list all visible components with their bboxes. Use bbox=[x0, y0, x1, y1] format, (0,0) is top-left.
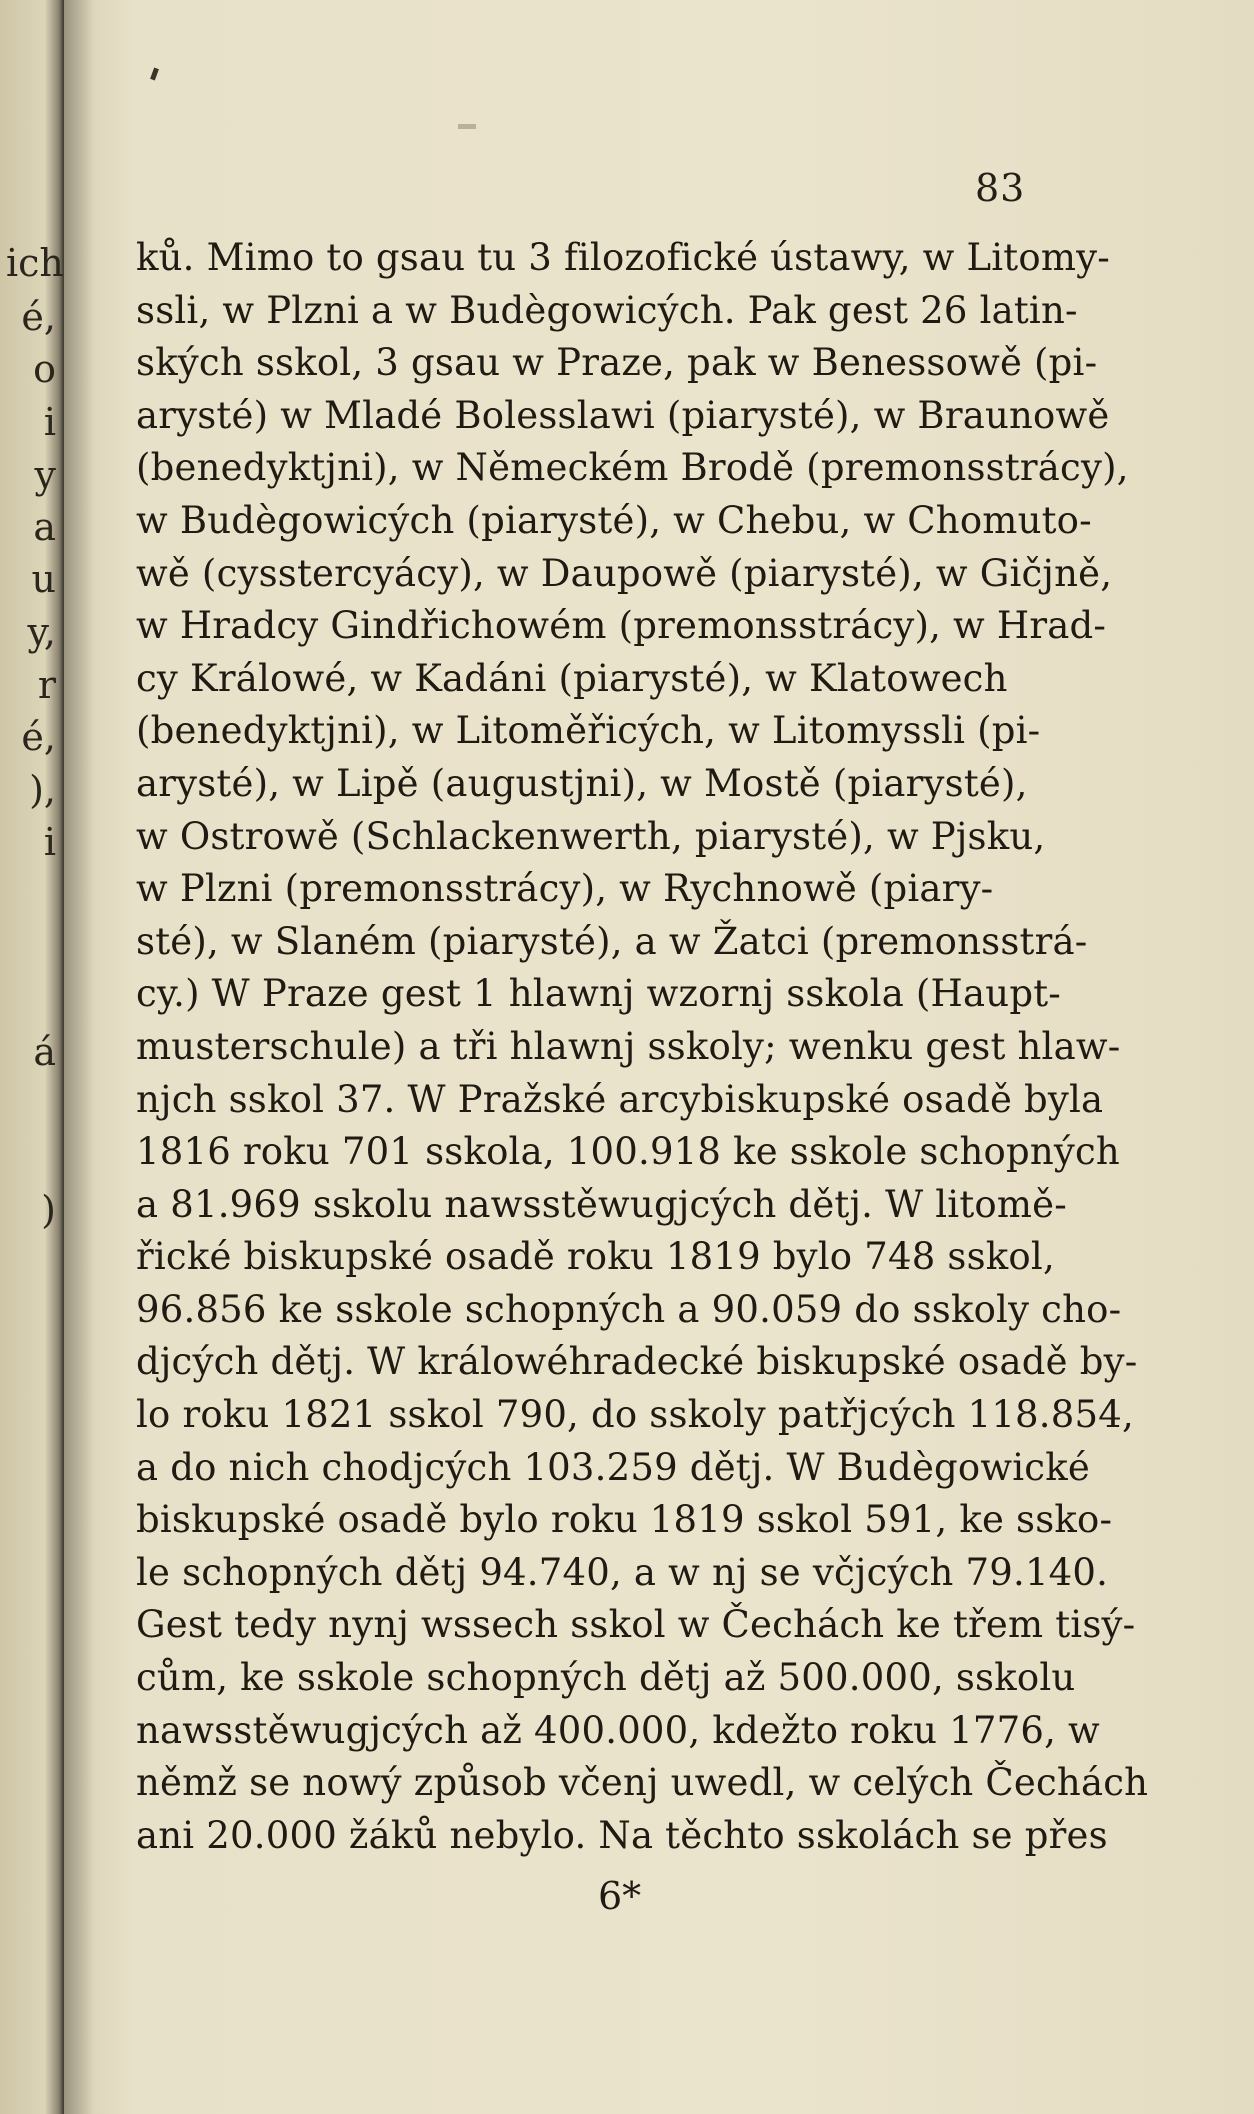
text-line: cy Králowé, w Kadáni (piarysté), w Klatowech bbox=[136, 656, 1008, 700]
text-line: biskupské osadě bylo roku 1819 sskol 591, ke ssko- bbox=[136, 1498, 1113, 1542]
text-line: lo roku 1821 sskol 790, do sskoly patřjcých 118.854, bbox=[136, 1393, 1134, 1437]
text-line: ssli, w Plzni a w Budègowicých. Pak gest 26 latin- bbox=[136, 288, 1078, 332]
text-line: wě (cysstercyácy), w Daupowě (piarysté), w Gičjně, bbox=[136, 551, 1113, 595]
printer-signature-mark: 6* bbox=[598, 1874, 642, 1918]
text-line: a 81.969 sskolu nawsstěwugjcých dětj. W litomě- bbox=[136, 1182, 1067, 1226]
text-line: le schopných dětj 94.740, a w nj se včjcých 79.140. bbox=[136, 1550, 1109, 1594]
margin-fragment: é, bbox=[21, 715, 56, 759]
text-line: ků. Mimo to gsau tu 3 filozofické ústawy, w Litomy- bbox=[136, 236, 1110, 279]
margin-fragment: á bbox=[33, 1030, 56, 1074]
margin-fragment: i bbox=[43, 400, 56, 444]
text-line: arysté), w Lipě (augustjni), w Mostě (piarysté), bbox=[136, 761, 1028, 805]
text-line: arysté) w Mladé Bolesslawi (piarysté), w Braunowě bbox=[136, 393, 1110, 437]
text-line: w Hradcy Gindřichowém (premonsstrácy), w Hrad- bbox=[136, 604, 1107, 648]
text-line: w Ostrowě (Schlackenwerth, piarysté), w Pjsku, bbox=[136, 814, 1046, 858]
text-line: djcých dětj. W králowéhradecké biskupské osadě by- bbox=[136, 1340, 1138, 1384]
ink-speck bbox=[458, 124, 476, 129]
text-line: řické biskupské osadě roku 1819 bylo 748 sskol, bbox=[136, 1235, 1055, 1279]
text-line: 1816 roku 701 sskola, 100.918 ke sskole schopných bbox=[136, 1130, 1120, 1174]
text-line: 96.856 ke sskole schopných a 90.059 do sskoly cho- bbox=[136, 1287, 1122, 1331]
text-line: cy.) W Praze gest 1 hlawnj wzornj sskola (Haupt- bbox=[136, 972, 1061, 1016]
text-line: Gest tedy nynj wssech sskol w Čechách ke třem tisý- bbox=[136, 1603, 1136, 1647]
text-line: němž se nowý způsob včenj uwedl, w celých Čechách bbox=[136, 1761, 1149, 1805]
text-line: njch sskol 37. W Pražské arcybiskupské osadě byla bbox=[136, 1077, 1104, 1121]
text-line: ani 20.000 žáků nebylo. Na těchto sskolách se přes bbox=[136, 1813, 1108, 1857]
margin-fragment: u bbox=[31, 557, 56, 601]
margin-fragment: y bbox=[34, 453, 56, 497]
margin-fragment: r bbox=[37, 663, 56, 707]
text-line: (benedyktjni), w Litoměřicých, w Litomyssli (pi- bbox=[136, 709, 1041, 753]
body-text bbox=[136, 232, 1149, 1862]
margin-fragment: é, bbox=[21, 295, 56, 339]
margin-fragment: ich bbox=[6, 241, 64, 285]
margin-fragment: o bbox=[33, 347, 56, 391]
text-line: ských sskol, 3 gsau w Praze, pak w Benessowě (pi- bbox=[136, 341, 1098, 385]
previous-page-edge bbox=[0, 0, 64, 2114]
text-line: w Plzni (premonsstrácy), w Rychnowě (piary- bbox=[136, 867, 994, 911]
margin-fragment: a bbox=[33, 505, 56, 549]
text-line: musterschule) a tři hlawnj sskoly; wenku gest hlaw- bbox=[136, 1024, 1121, 1068]
margin-fragment: ), bbox=[29, 768, 56, 812]
text-line: nawsstěwugjcých až 400.000, kdežto roku 1776, w bbox=[136, 1708, 1100, 1752]
page-number: 83 bbox=[975, 166, 1026, 210]
gutter-shadow bbox=[64, 0, 94, 2114]
text-line: (benedyktjni), w Německém Brodě (premonsstrácy), bbox=[136, 446, 1129, 490]
margin-fragment: y, bbox=[27, 610, 56, 654]
margin-fragment: ) bbox=[41, 1188, 56, 1232]
text-line: sté), w Slaném (piarysté), a w Žatci (premonsstrá- bbox=[136, 919, 1088, 963]
text-line: w Budègowicých (piarysté), w Chebu, w Chomuto- bbox=[136, 498, 1092, 542]
margin-fragment: i bbox=[43, 820, 56, 864]
text-line: a do nich chodjcých 103.259 dětj. W Budègowické bbox=[136, 1445, 1090, 1489]
text-line: cům, ke sskole schopných dětj až 500.000, sskolu bbox=[136, 1656, 1076, 1700]
